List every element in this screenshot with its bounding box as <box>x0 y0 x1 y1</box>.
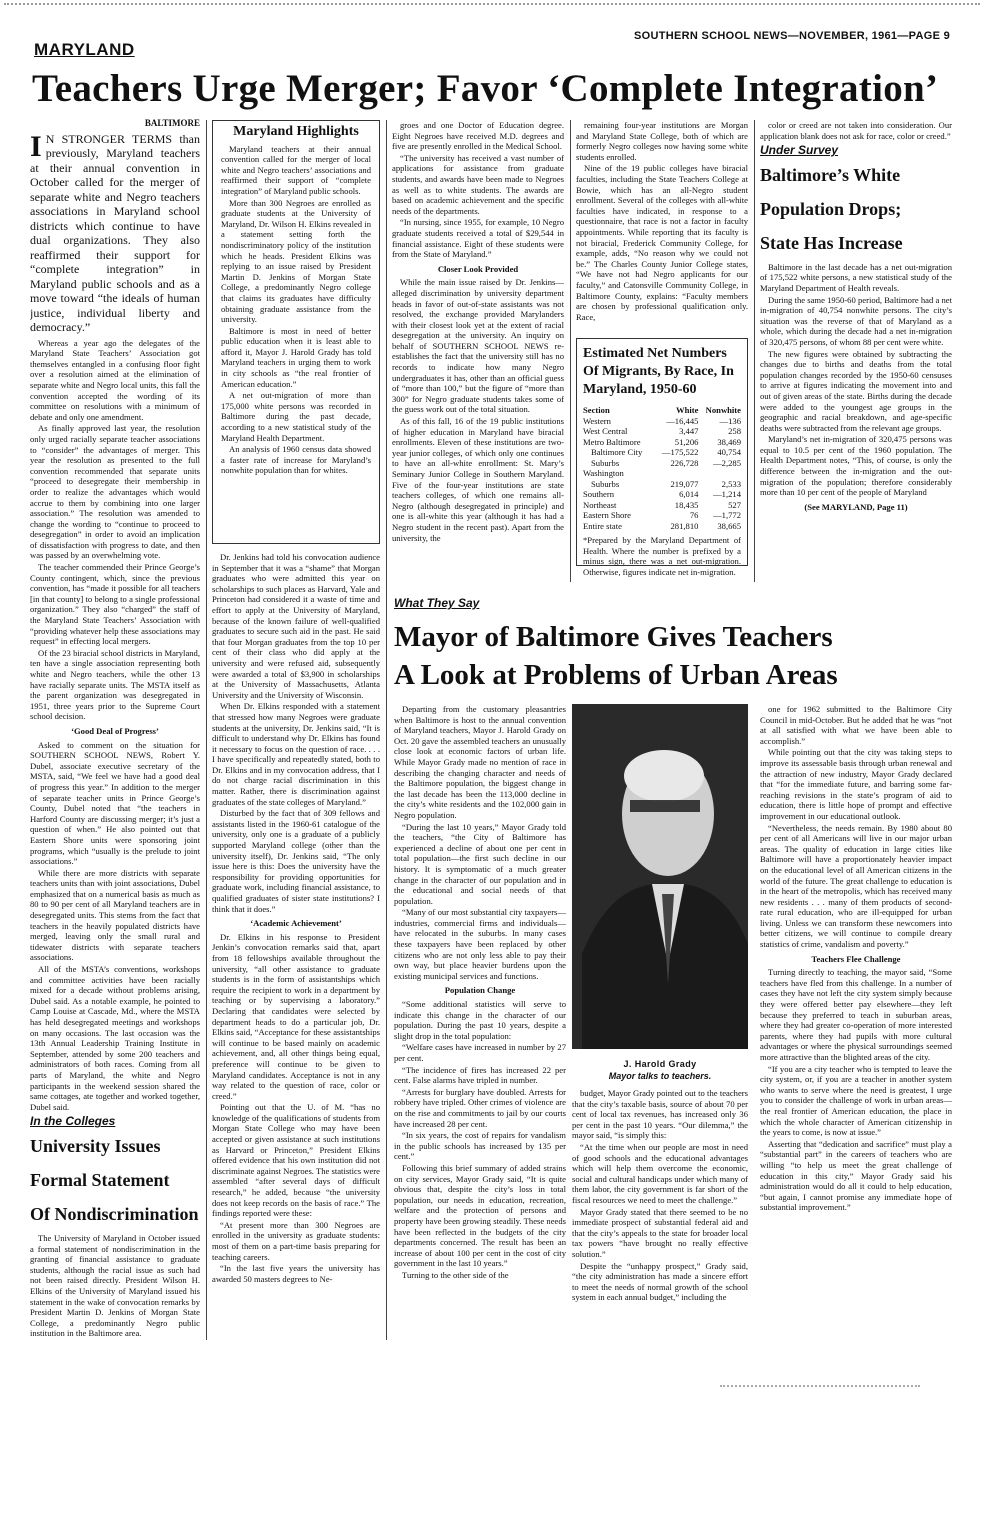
nonwhite-cell: —136 <box>719 415 741 426</box>
paragraph: Asked to comment on the situation for SOUTHERN SCHOOL NEWS, Robert Y. Dubel, associate executive secretary of the MSTA, said, “We feel we have had a good deal of progress this year.” In addition to the merger of separate teacher units in Prince George’s County, Dubel noted that “the teachers in Harford County are discussing merger; it’s just a question of when.” He also pointed out that Eastern Shore units were sponsoring joint programs, which “usually is the prelude to joint associations.” <box>30 739 200 867</box>
paragraph: “Welfare cases have increased in number by 27 per cent. <box>394 1042 566 1063</box>
paragraph: While pointing out that the city was taking steps to improve its assessable basis through urban renewal and the attraction of new industry, Mayor Grady declared that “for the immediate future, and barring some far-reaching revisions in the state’s program of aid to education, there is little hope of prompt and effective improvement in our educational outlook. <box>760 747 952 821</box>
paragraph: During the same 1950-60 period, Baltimore had a net in-migration of 40,754 nonwhite persons. The city’s situation was the reverse of that of Maryland as a whole, which during the decade had a net in-migration of 320,475 persons, of whom 88 per cent were white. <box>760 294 952 347</box>
paragraph: All of the MSTA’s conventions, workshops and committee activities have been racially mixed for a decade without problems arising, Dubel said. As a notable example, he pointed to Camp Louise at Cascade, Md., where the MSTA has held desegregated meetings and workshops on many occasions. The last occasion was the 13th Annual Leadership Training Institute in September, attended by some 200 teachers and administrators of both races. Coming from all parts of Maryland, the white and Negro participants in the weekend session shared the same cottages, ate together and worked together, Dubel said. <box>30 964 200 1112</box>
table-footnote: *Prepared by the Maryland Department of Health. Where the number is prefixed by a minus sign, there was a net out-migration. Otherwise, figures indicate net in-migration. <box>583 535 741 577</box>
main-headline: Teachers Urge Merger; Favor ‘Complete Integration’ <box>32 67 939 110</box>
nonwhite-cell: 2,533 <box>721 478 741 489</box>
white-cell: —175,522 <box>661 447 699 457</box>
paragraph: Disturbed by the fact that of 309 fellows and assistants listed in the 1960-61 catalogue of the university, only one is a graduate of a publicly supported Maryland college (other than the university itself), Dr. Jenkins said, “The only issue here is this: Does the university have the responsibility for providing opportunities for graduate work, including financial assistance, to qualified graduates of sister state institutions? I think that it does.” <box>212 808 380 914</box>
drop-cap: I <box>30 129 42 163</box>
kicker-in-the-colleges: In the Colleges <box>30 1114 116 1129</box>
paragraph: The teacher commended their Prince George’s County contingent, which, since the previous convention, has “made it possible for all teachers [in that county] to belong to a single professional organization.” They also “charged” the staff of the Maryland State Teachers’ Association with “providing whatever help these associations may request” in effecting local mergers. <box>30 562 200 647</box>
white-cell <box>654 468 698 479</box>
paragraph: Dr. Jenkins had told his convocation audience in September that it was a “shame” that Morgan graduates who were admitted this year on scholarships to such places as Harvard, Yale and Princeton had considered it a waste of time and effort to apply at the University of Maryland, because of the known failure of well-qualified graduates to secure such aid in the past. He said that four Morgan graduates from the top 10 per cent of their class who did apply at the university and were refused aid, subsequently were awarded a total of $3,900 in scholarships at the University of Massachusetts, Atlanta University and the University of Wisconsin. <box>212 552 380 700</box>
paragraph: “During the last 10 years,” Mayor Grady told the teachers, “the City of Baltimore has experienced a decline of about one per cent in total population—the first such decline in our history. It is symptomatic of a much greater change in the character of our population and in the educational and social needs of that population. <box>394 821 566 906</box>
white-cell: 6,014 <box>679 489 699 499</box>
paragraph: Following this brief summary of added strains on city services, Mayor Grady said, “It is quite obvious that, despite the city’s loss in total population, our needs in education, recreation, welfare and the protection of persons and property have been growing steadily. These needs have been reflected in the budgets of the city departments concerned. The result has been an increase of about 100 per cent in the cost of city government in the last 10 years.” <box>394 1162 566 1269</box>
colleges-headline-3: Of Nondiscrimination <box>30 1203 199 1224</box>
paragraph: Mayor Grady stated that there seemed to be no immediate prospect of substantial federal aid and that the city’s appeals to the state for broader local tax powers “have brought no really effective solution.” <box>572 1206 748 1259</box>
lead-paragraph <box>30 129 200 335</box>
nonwhite-cell: —1,772 <box>713 510 741 520</box>
paragraph: Turning to the other side of the <box>402 1269 509 1280</box>
table-row <box>583 489 741 500</box>
column-1 <box>30 118 200 1340</box>
column-3-upper <box>392 120 564 582</box>
paragraph: “Nevertheless, the needs remain. By 1980 about 80 per cent of all Americans will live in our major urban areas. The quality of education in large cities like Baltimore will have a proportionately heavier impact on the educational level of all American citizens in the world of the future. The great challenge to education is in the heart of the metropolis, which has received many new residents . . . many of them products of second-rate rural education, who are ill-equipped for urban living. Unless we can transform these newcomers into better citizens, we will continue to compile dreary statistics of crime, vandalism and poverty.” <box>760 822 952 950</box>
column-header: White <box>675 405 699 415</box>
white-cell: 18,435 <box>674 499 699 510</box>
paragraph: Departing from the customary pleasantries when Baltimore is host to the annual convention of Maryland teachers, Mayor J. Harold Grady on Oct. 20 gave the assembled teachers an unusually close look at economic factors of urban life. While Mayor Grady made no mention of race in describing the changing character and needs of the Baltimore population, the biggest change in the last decade has been the 113,000 decline in the city’s white residents and the 102,000 gain in Negro population. <box>394 704 566 820</box>
white-cell: 76 <box>689 510 699 520</box>
section-cell: Baltimore City <box>591 447 643 457</box>
paragraph: Despite the “unhappy prospect,” Grady said, “the city administration has made a sincere effort to meet the needs of normal growth of the school system in each annual budget,” including the <box>572 1260 748 1303</box>
white-cell: 3,447 <box>679 426 699 436</box>
nonwhite-cell <box>698 468 741 479</box>
paragraph: “In six years, the cost of repairs for vandalism in the public schools has increased by 135 per cent.” <box>394 1130 566 1162</box>
nonwhite-cell: 258 <box>728 426 741 436</box>
paragraph: Dr. Elkins in his response to President Jenkin’s convocation remarks said that, apart from 18 fellowships available throughout the university, “all other assistance to graduate students is in the form of assistantships which require the recipient to work in a department by teaching or by supervising a laboratory.” Declaring that candidates were selected by department heads to do a particular job, Dr. Elkins said, “Acceptance for these assistantships will continue to be based mainly on academic achievement, and, all other things being equal, preference will continue to be given to Maryland candidates. Acceptance is not in any way related to the question of race, color or creed.” <box>212 931 380 1101</box>
migration-table <box>583 405 741 531</box>
section-cell: West Central <box>583 426 628 436</box>
paragraph: one for 1962 submitted to the Baltimore City Council in mid-October. But he added that he was “not at all satisfied with what we have been able to accomplish.” <box>760 704 952 746</box>
mayor-column-2 <box>572 1088 748 1340</box>
paragraph: “The university has received a vast number of applications for assistance from graduate students, and awards have been made to Negroes as well as to white students. The awards are based on academic achievement and the specific needs of the departments. <box>392 152 564 216</box>
mayor-column-1 <box>394 704 566 1340</box>
column-rule <box>570 120 571 582</box>
column-5 <box>760 120 952 582</box>
section-label: MARYLAND <box>34 40 135 59</box>
paragraph: When Dr. Elkins responded with a statement that stressed how many Negroes were graduate students at the university, Dr. Jenkins said, “It is difficult to understand why Dr. Elkins has found it necessary to focus on the question of race. . . . I have specifically and repeatedly stated, both to Dr. Elkins and in my convocation address, that I do not charge racial discrimination in this matter. Rather, there is discrimination against graduates of the state colleges of Maryland.” <box>212 701 380 807</box>
paragraph: Baltimore in the last decade has a net out-migration of 175,522 white persons, a new statistical study of the Maryland Department of Health reveals. <box>760 261 952 293</box>
subhead: ‘Good Deal of Progress’ <box>71 725 159 736</box>
column-rule <box>386 120 387 1340</box>
paragraph: Of the 23 biracial school districts in Maryland, ten have a single association representing both white and Negro teachers, while the other 13 have racially separate units. The MSTA itself as the parent organization was desegregated in 1951, three years prior to the Supreme Court school decision. <box>30 647 200 722</box>
table-header-row <box>583 405 741 416</box>
paragraph: As finally approved last year, the resolution only urged racially separate teacher associations to “consider” the advantages of merger. This year the resolution as presented to the full convention recommended that separate units “proceed to desegregate their membership in order to realize the advantages which would accrue to them by combining into one larger association.” The resolution was amended to change the wording to “continue to proceed to desegregation” in order to avoid an implication of dissatisfaction with progress to date, and then was passed by an overwhelming vote. <box>30 423 200 561</box>
paragraph: budget, Mayor Grady pointed out to the teachers that the city’s taxable basis, source of about 70 per cent of local tax revenues, has increased only 36 per cent in the past 10 years. “Our dilemma,” the mayor said, “is simply this: <box>572 1088 748 1141</box>
white-cell: 219,077 <box>670 478 699 489</box>
baltimore-headline-2: Population Drops; <box>760 198 902 219</box>
paragraph: “In nursing, since 1955, for example, 10 Negro graduate students received a total of $29,544 in financial assistance. Eight of these students were from the State of Maryland.” <box>392 217 564 260</box>
section-cell: Northeast <box>583 499 617 510</box>
paragraph: The University of Maryland in October issued a formal statement of nondiscrimination in the granting of financial assistance to graduate students, although the racial issue as such had not been raised directly. President Wilson H. Elkins of the University of Maryland issued his statement in the wake of convocation remarks by President Martin D. Jenkins of Morgan State College, a predominantly Negro public institution in the Baltimore area. <box>30 1232 200 1339</box>
column-rule <box>206 120 207 1340</box>
section-cell: Suburbs <box>591 478 620 489</box>
running-head: SOUTHERN SCHOOL NEWS—NOVEMBER, 1961—PAGE 9 <box>634 30 950 42</box>
paragraph: Turning directly to teaching, the mayor said, “Some teachers have fled from this challenge. In a number of cases they have not left the city system simply because they were offered better pay elsewhere—they left because they preferred to teach in suburban areas, where they had greater co-operation of more interested parents, where they had pupils with more cultural advantages or where the physical surroundings seemed more attractive than the blighted areas of the city. <box>760 967 952 1062</box>
table-row <box>583 437 741 448</box>
paragraph: Nine of the 19 public colleges have biracial faculties, including the State Teachers College at Bowie, which has an all-Negro student enrollment. Several of the colleges with all-white faculties have indicated, in response to a questionnaire, that race is not a factor in faculty appointments. While reporting that its faculty is not biracial, Frederick Community College, for example, adds, “No reason why we could not be.” The Charles County Junior College states, “We have not had Negro applicants for our faculty,” and Catonsville Community College, in Baltimore County, explains: “Faculty members are chosen by professional qualification only. Race, <box>576 163 748 322</box>
nonwhite-cell: 527 <box>728 499 741 510</box>
section-cell: Southern <box>583 489 615 499</box>
paragraph: “In the last five years the university has awarded 50 masters degrees to Ne- <box>212 1263 380 1284</box>
nonwhite-cell: —2,285 <box>713 457 741 468</box>
section-cell: Suburbs <box>591 457 620 468</box>
table-row <box>583 447 741 458</box>
white-cell: —16,445 <box>666 415 699 426</box>
paragraph: “Many of our most substantial city taxpayers—industries, commercial firms and individuals—have relocated in the suburbs. In many cases these taxpayers have been replaced by other citizens who are not only less able to pay their own way, but place heavier burdens upon the existing municipal services and functions. <box>394 907 566 981</box>
paragraph: The new figures were obtained by subtracting the changes due to births and deaths from the total population changes recorded by the 1950-60 censuses to arrive at figures indicating the movement into and out of given areas of the state. Births during the decade were added to the youngest age groups in the geographic and racial breakdown, and age-specific deaths were subtracted from the relevant age groups. <box>760 348 952 433</box>
section-cell: Eastern Shore <box>583 510 631 520</box>
bottom-scan-mark <box>720 1385 920 1389</box>
mayor-column-3 <box>760 704 952 1340</box>
table-row <box>583 458 741 469</box>
nonwhite-cell: 40,754 <box>717 447 741 457</box>
white-cell: 51,206 <box>674 436 699 447</box>
paragraph: remaining four-year institutions are Morgan and Maryland State College, both of which are formerly Negro colleges now having some white students enrolled. <box>576 120 748 162</box>
paragraph: color or creed are not taken into consideration. Our application blank does not ask for race, color or creed.” <box>760 120 952 141</box>
column-rule <box>754 120 755 582</box>
colleges-headline-2: Formal Statement <box>30 1169 170 1190</box>
nonwhite-cell: —1,214 <box>713 489 741 499</box>
page-top-dotted-rule <box>4 3 980 5</box>
subhead: ‘Academic Achievement’ <box>250 918 342 929</box>
column-2 <box>212 120 380 1330</box>
table-row <box>583 510 741 521</box>
mayor-headline-line-1: Mayor of Baltimore Gives Teachers <box>394 621 833 653</box>
paragraph: Maryland teachers at their annual convention called for the merger of local white and Negro teachers’ associations and reaffirmed their support of “complete integration” of Maryland public schools. <box>221 143 371 196</box>
column-4-text <box>576 120 748 328</box>
migration-table-title: Estimated Net Numbers Of Migrants, By Race, In Maryland, 1950-60 <box>583 346 734 397</box>
paragraph: “At the time when our people are most in need of good schools and the educational advantages which will help them overcome the economic, social and cultural handicaps under which many of them labor, the city government is far short of the fiscal resources we need to meet the challenge.” <box>572 1141 748 1205</box>
table-row <box>583 468 741 479</box>
paragraph: While there are more districts with separate teachers units than with joint associations, Dubel emphasized that on a numerical basis as much as 80 to 90 per cent of all Maryland teachers are in desegregated units. This stems from the fact that teachers in the heavily populated districts have merged, leaving only the small rural and tidewater districts with separate teachers associations. <box>30 867 200 963</box>
paragraph: Baltimore is most in need of better public education when it is least able to afford it, Mayor J. Harold Grady has told Maryland teachers in urging them to work in city schools as “the real frontier of American education.” <box>221 325 371 389</box>
table-row <box>583 500 741 511</box>
table-row <box>583 521 741 532</box>
table-row <box>583 416 741 427</box>
subhead: Closer Look Provided <box>437 263 519 274</box>
table-row <box>583 426 741 437</box>
column-4-upper <box>576 120 748 577</box>
column-header: Nonwhite <box>705 405 741 415</box>
paragraph: A net out-migration of more than 175,000 white persons was recorded in Baltimore during the past decade, according to a new statistical study of the Maryland Health Department. <box>221 390 371 443</box>
white-cell: 281,810 <box>670 520 699 531</box>
portrait-illustration <box>572 704 748 1049</box>
paragraph: “If you are a city teacher who is tempted to leave the city system, or, if you are a teacher in another system who wants to serve where the need is greatest, I urge you to consider the challenge of work in urban areas—the real frontier of American education, the place in which the whole character of American citizenship in the years to come, is now at issue.” <box>760 1063 952 1138</box>
section-cell: Metro Baltimore <box>583 436 641 447</box>
kicker-what-they-say: What They Say <box>394 596 480 610</box>
paragraph: “The incidence of fires has increased 22 per cent. False alarms have tripled in number. <box>394 1064 566 1086</box>
paragraph: While the main issue raised by Dr. Jenkins—alleged discrimination by university department heads in favor of out-of-state assistants was not resolved, the exchange provided Marylanders with their closest look yet at the extent of racial desegregation at the university. An inquiry on behalf of SOUTHERN SCHOOL NEWS re-establishes the fact that the university still has no records to indicate how many Negro undergraduates it has, other than an official guess of “more than 100,” but the figure of “more than 300” for Negro graduate students takes some of the guess work out of the total situation. <box>392 277 564 415</box>
paragraph: Pointing out that the U. of M. “has no knowledge of the qualifications of students from Morgan State College who may have been accepted or given assistance at such institutions as Harvard or Princeton,” President Elkins offered evidence that his own institution did not discriminate against Negroes. The statistics were assembled “after several days of difficult research,” he added, because “the university does not keep records on the basis of race.” The findings reported were these: <box>212 1102 380 1219</box>
section-cell: Western <box>583 415 611 426</box>
highlights-title: Maryland Highlights <box>233 124 359 139</box>
migration-table-box <box>576 338 748 577</box>
caption-name: J. Harold Grady <box>623 1059 697 1069</box>
mayor-headline-line-2: A Look at Problems of Urban Areas <box>394 659 838 691</box>
paragraph: As of this fall, 16 of the 19 public institutions of higher education in Maryland have biracial enrollments. Eleven of these institutions are two-year junior colleges, of which only one continues to have an all-white enrollment: St. Mary’s Seminary Junior College in Southern Maryland. Five of the four-year institutions are state teachers colleges, of which one remains all-Negro (although desegregated in principle) and one is all-white this year (although it has had a Negro student in the recent past). Apart from the university, the <box>392 416 564 543</box>
mayor-photo <box>572 704 748 1049</box>
lead-text: N STRONGER TERMS than previously, Maryland teachers at their annual convention in October called for the merger of separate white and Negro teachers associations in Maryland school districts which continue to have dual organizations. They also reaffirmed their support for “complete integration” in Maryland public schools and as a move toward “the ideals of human justice, individual liberty and democracy.” <box>30 131 200 335</box>
kicker-under-survey: Under Survey <box>760 143 839 158</box>
baltimore-headline-3: State Has Increase <box>760 232 903 253</box>
nonwhite-cell: 38,665 <box>717 520 741 531</box>
highlights-box <box>212 120 380 544</box>
paragraph: groes and one Doctor of Education degree. Eight Negroes have received M.D. degrees and five are presently enrolled in the Medical School. <box>392 120 564 152</box>
paragraph: “Arrests for burglary have doubled. Arrests for robbery have tripled. Other crimes of violence are on the rise and commitments to jail by our courts have increased 28 per cent. <box>394 1086 566 1129</box>
paragraph: Asserting that “dedication and sacrifice” must play a “substantial part” in the careers of teachers who are willing “to help us meet the great challenge of education in this city,” Mayor Grady said his administration would do all it could to help education, “but again, I cannot promise any immediate hope of substantial improvement.” <box>760 1138 952 1213</box>
nonwhite-cell: 38,469 <box>717 436 741 447</box>
table-row <box>583 479 741 490</box>
section-cell: Entire state <box>583 520 622 531</box>
paragraph: Maryland’s net in-migration of 320,475 persons was equal to 10.5 per cent of the 1960 population. The Health Department notes, “This, of course, is only the difference between the in-migration and the out-migration of the population; therefore considerably more than 10 per cent of the people of Maryland <box>760 434 952 498</box>
photo-caption <box>572 1058 748 1082</box>
paragraph: “At present more than 300 Negroes are enrolled in the university as graduate students: most of them on a part-time basis preparing for teaching careers. <box>212 1219 380 1262</box>
column-2-body <box>212 552 380 1330</box>
continuation-note: (See MARYLAND, Page 11) <box>804 501 908 512</box>
caption-subtitle: Mayor talks to teachers. <box>608 1071 712 1081</box>
paragraph: An analysis of 1960 census data showed a faster rate of increase for Maryland’s nonwhite population than for whites. <box>221 444 371 476</box>
subhead: Teachers Flee Challenge <box>811 953 901 964</box>
colleges-headline-1: University Issues <box>30 1135 161 1156</box>
column-header: Section <box>583 405 610 415</box>
dateline: BALTIMORE <box>144 118 200 128</box>
section-cell: Washington <box>583 468 624 478</box>
paragraph: Whereas a year ago the delegates of the Maryland State Teachers’ Association got themselves entangled in a confusing floor fight over a resolution aimed at the elimination of separate white and Negro local units, this fall the convention accepted the wording of its committee on resolutions with a minimum of debate and only one amendment. <box>30 337 200 422</box>
paragraph: More than 300 Negroes are enrolled as graduate students at the University of Maryland, Dr. Wilson H. Elkins revealed in a statement setting forth the nondiscriminatory policy of the institution which he heads. President Elkins was replying to an issue raised by President Martin D. Jenkins of Morgan State College, a predominantly Negro college that claims its graduates have difficulty obtaining graduate assistance from the university. <box>221 197 371 325</box>
baltimore-headline-1: Baltimore’s White <box>760 164 901 185</box>
subhead: Population Change <box>444 985 516 996</box>
paragraph: “Some additional statistics will serve to indicate this change in the character of our population. During the past 10 years, despite a slight drop in the total population: <box>394 999 566 1041</box>
white-cell: 226,728 <box>670 457 699 468</box>
